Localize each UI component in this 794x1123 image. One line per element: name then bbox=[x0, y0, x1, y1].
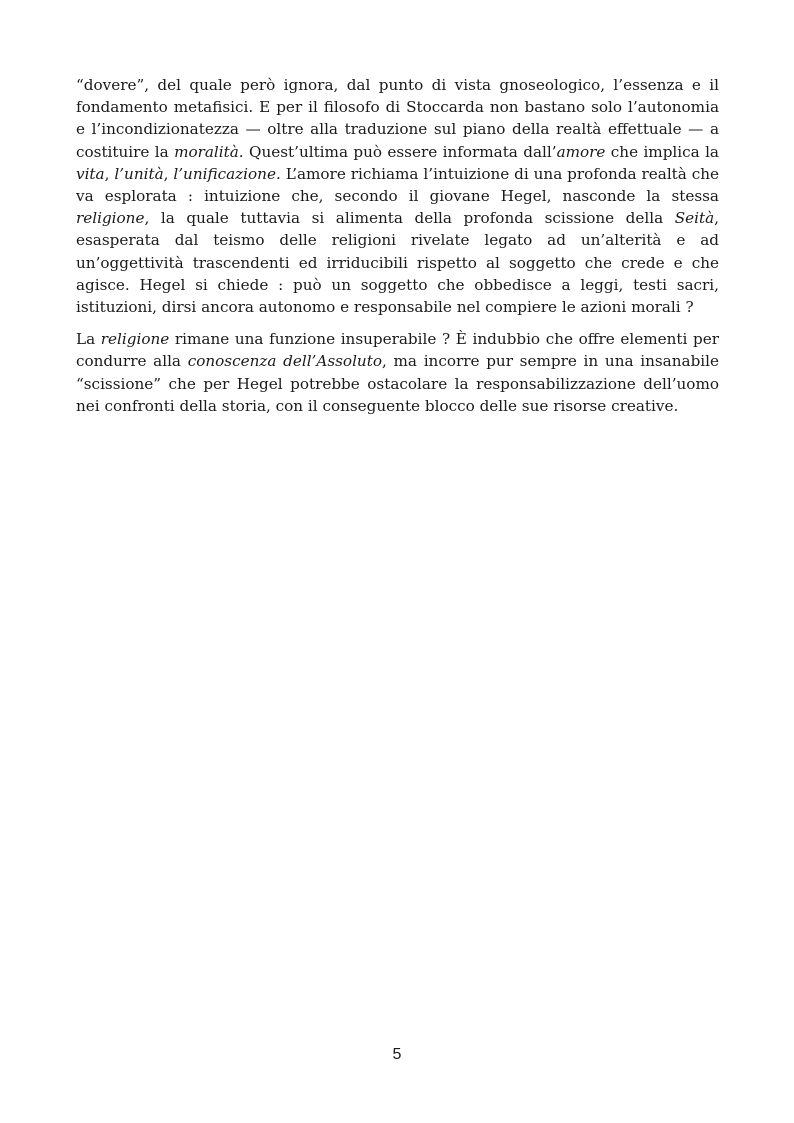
text-segment-italic: l’unità bbox=[114, 164, 164, 183]
text-segment-italic: conoscenza dell’Assoluto bbox=[187, 352, 382, 371]
text-segment-italic: moralità. bbox=[174, 142, 244, 161]
text-segment-italic: vita bbox=[76, 164, 105, 183]
text-segment: , ma incorre pur sempre in una insanabile “scissione” che per Hegel potrebbe ostacolare la responsabilizzazione dell’uomo nei confronti della storia, con il conseguente blocco delle sue risorse creative. bbox=[76, 352, 719, 415]
text-segment-italic: amore bbox=[556, 142, 606, 161]
paragraph-1 bbox=[76, 74, 719, 318]
text-segment-italic: religione bbox=[76, 209, 145, 228]
text-segment: rimane una funzione insuperabile ? È indubbio che offre elementi per condurre alla bbox=[76, 330, 719, 371]
text-segment: , bbox=[104, 164, 115, 183]
text-segment: , esasperata dal teismo delle religioni rivelate legato ad un’alterità e ad un’oggettività trascendenti ed irriducibili rispetto al soggetto che crede e che agisce. Hegel si chiede : può un soggetto che obbedisce a leggi, testi sacri, istituzioni, dirsi ancora autonomo e responsabile nel compiere le azioni morali ? bbox=[76, 209, 719, 317]
text-segment: , bbox=[163, 164, 174, 183]
document-body bbox=[76, 74, 719, 427]
page-number: 5 bbox=[392, 1046, 402, 1063]
text-segment: che implica la bbox=[605, 142, 719, 161]
text-segment: , la quale tuttavia si alimenta della profonda scissione della bbox=[144, 209, 675, 228]
text-segment: L’amore richiama l’intuizione di una profonda realtà che va esplorata : intuizione che, secondo il giovane Hegel, nasconde la stessa bbox=[76, 164, 720, 206]
paragraph-2 bbox=[76, 328, 719, 417]
text-segment: La bbox=[76, 330, 101, 349]
text-segment: “dovere”, del quale però ignora, dal punto di vista gnoseologico, l’essenza e il fondamento metafisici. E per il filosofo di Stoccarda non bastano solo l’autonomia e l’incondizionatezza — oltre alla traduzione sul piano della realtà effettuale — a costituire la bbox=[76, 76, 719, 161]
text-segment: Quest’ultima può essere informata dall’ bbox=[243, 142, 557, 161]
text-segment-italic: Seità bbox=[674, 209, 715, 228]
text-segment-italic: religione bbox=[100, 330, 170, 349]
text-segment-italic: l’unificazione. bbox=[173, 164, 281, 183]
